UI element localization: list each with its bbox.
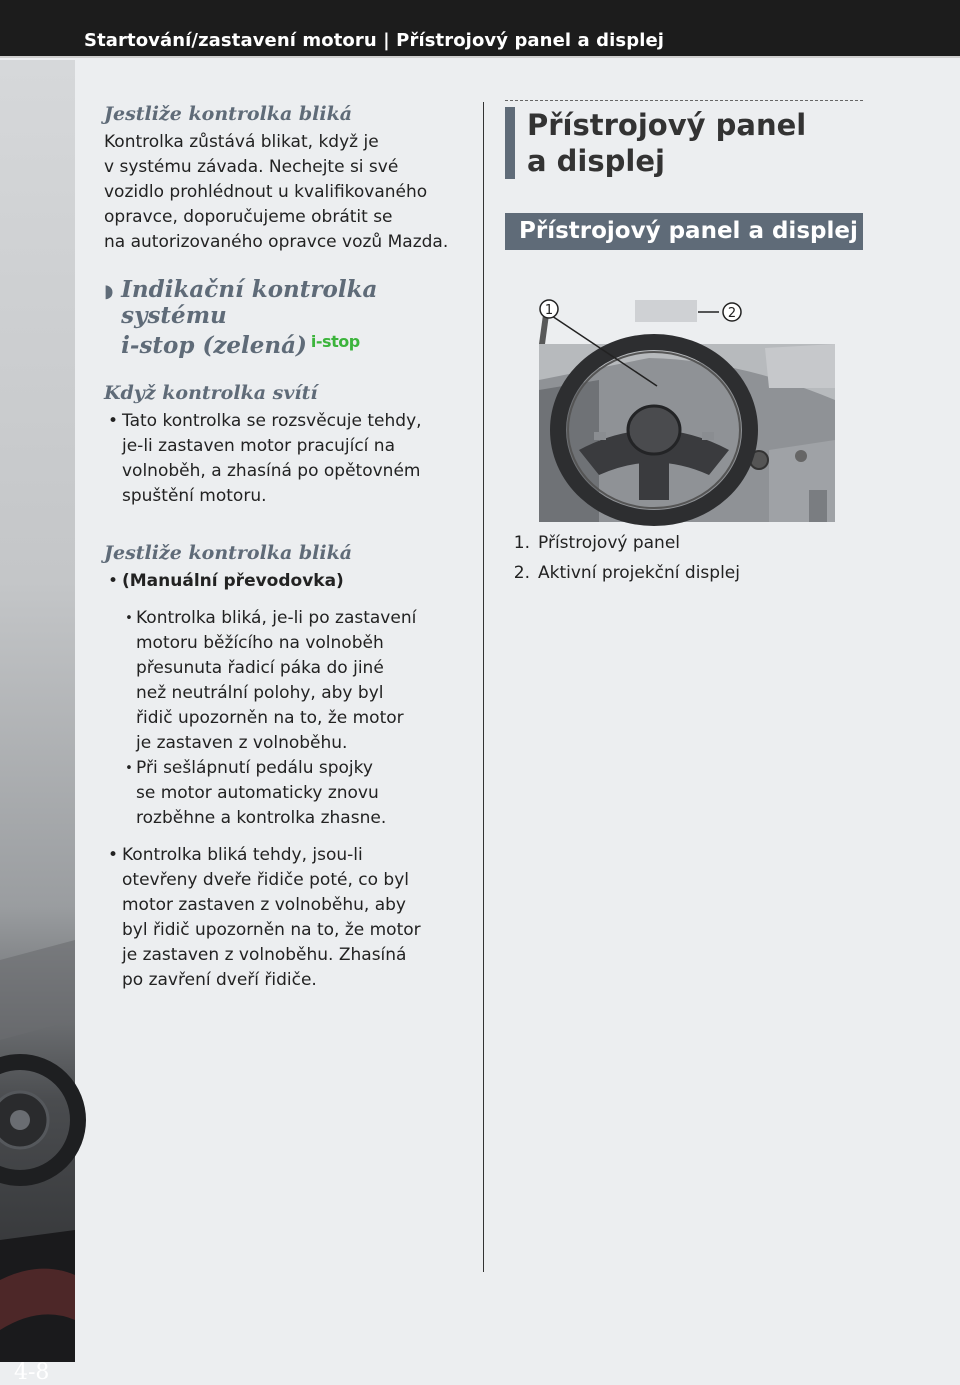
page-title-line1: Přístrojový panel xyxy=(527,108,807,142)
legend-label: Přístrojový panel xyxy=(538,533,681,553)
legend-number: 2. xyxy=(513,563,530,583)
column-divider xyxy=(483,102,484,1272)
legend-label: Aktivní projekční displej xyxy=(538,563,740,583)
page-title-line2: a displej xyxy=(527,144,665,178)
bullet-dot: • xyxy=(107,571,119,591)
sub2-line: se motor automaticky znovu xyxy=(136,783,379,803)
right-column xyxy=(505,100,865,588)
lit-line: spuštění motoru. xyxy=(122,486,267,506)
blink1-line: na autorizovaného opravce vozů Mazda. xyxy=(104,232,449,252)
callout-1: 1 xyxy=(544,303,554,318)
lit-heading: Když kontrolka svítí xyxy=(104,382,318,404)
blink1-line: opravce, doporučujeme obrátit se xyxy=(104,207,393,227)
sub2-line: Při sešlápnutí pedálu spojky xyxy=(136,758,373,778)
manual-label: (Manuální převodovka) xyxy=(122,571,344,591)
lit-bullet xyxy=(104,409,474,509)
door-line: Kontrolka bliká tehdy, jsou-li xyxy=(122,845,363,865)
section-title-line1: Indikační kontrolka systému xyxy=(121,276,378,329)
sidebar-photo xyxy=(0,60,75,1385)
lit-line: Tato kontrolka se rozsvěcuje tehdy, xyxy=(122,411,422,431)
door-line: motor zastaven z volnoběhu, aby xyxy=(122,895,406,915)
steering-wheel-photo xyxy=(0,60,75,1362)
page-number: 4-8 xyxy=(14,1360,50,1385)
blink1-line: v systému závada. Nechejte si své xyxy=(104,157,399,177)
door-bullet xyxy=(104,843,474,993)
sub-bullet-dot: • xyxy=(125,761,133,776)
istop-indicator-icon: i-stop xyxy=(310,332,360,351)
sub2-line: rozběhne a kontrolka zhasne. xyxy=(136,808,387,828)
door-line: byl řidič upozorněn na to, že motor xyxy=(122,920,421,940)
blink-heading-2: Jestliže kontrolka bliká xyxy=(104,542,353,564)
left-column xyxy=(104,100,474,993)
blink-heading-1: Jestliže kontrolka bliká xyxy=(104,103,353,125)
blink1-line: Kontrolka zůstává blikat, když je xyxy=(104,132,379,152)
callout-2: 2 xyxy=(727,306,737,321)
bullet-dot: • xyxy=(107,411,119,431)
door-line: je zastaven z volnoběhu. Zhasíná xyxy=(122,945,407,965)
big-title-block xyxy=(505,100,863,179)
section-band: Přístrojový panel a displej xyxy=(505,213,863,250)
dashboard-illustration xyxy=(539,300,869,522)
page-title xyxy=(505,107,863,179)
dashboard-figure xyxy=(539,300,869,520)
lit-line: je-li zastaven motor pracující na xyxy=(122,436,395,456)
chapter-title: Startování/zastavení motoru | Přístrojový panel a displej xyxy=(84,30,665,51)
door-line: po zavření dveří řidiče. xyxy=(122,970,317,990)
section-title-line2: i-stop (zelená) xyxy=(121,332,307,359)
sub1-line: Kontrolka bliká, je-li po zastavení xyxy=(136,608,417,628)
legend-item xyxy=(505,528,865,558)
lit-line: volnoběh, a zhasíná po opětovném xyxy=(122,461,421,481)
section-marker-icon: ◗ xyxy=(104,281,114,302)
top-bar xyxy=(0,0,960,58)
legend-item xyxy=(505,558,865,588)
sub1-line: je zastaven z volnoběhu. xyxy=(136,733,348,753)
sub-bullet-1 xyxy=(104,606,474,756)
sub1-line: řidič upozorněn na to, že motor xyxy=(136,708,404,728)
manual-bullet xyxy=(104,569,474,594)
hud-display-area xyxy=(635,300,697,322)
sub1-line: přesunuta řadicí páka do jiné xyxy=(136,658,384,678)
sub1-line: motoru běžícího na volnoběh xyxy=(136,633,384,653)
section-title-istop xyxy=(104,277,474,359)
sub-bullet-2 xyxy=(104,756,474,831)
blink1-line: vozidlo prohlédnout u kvalifikovaného xyxy=(104,182,428,202)
door-line: otevřeny dveře řidiče poté, co byl xyxy=(122,870,409,890)
sub1-line: než neutrální polohy, aby byl xyxy=(136,683,384,703)
legend-number: 1. xyxy=(513,533,530,553)
sub-bullet-dot: • xyxy=(125,611,133,626)
bullet-dot: • xyxy=(107,845,119,865)
